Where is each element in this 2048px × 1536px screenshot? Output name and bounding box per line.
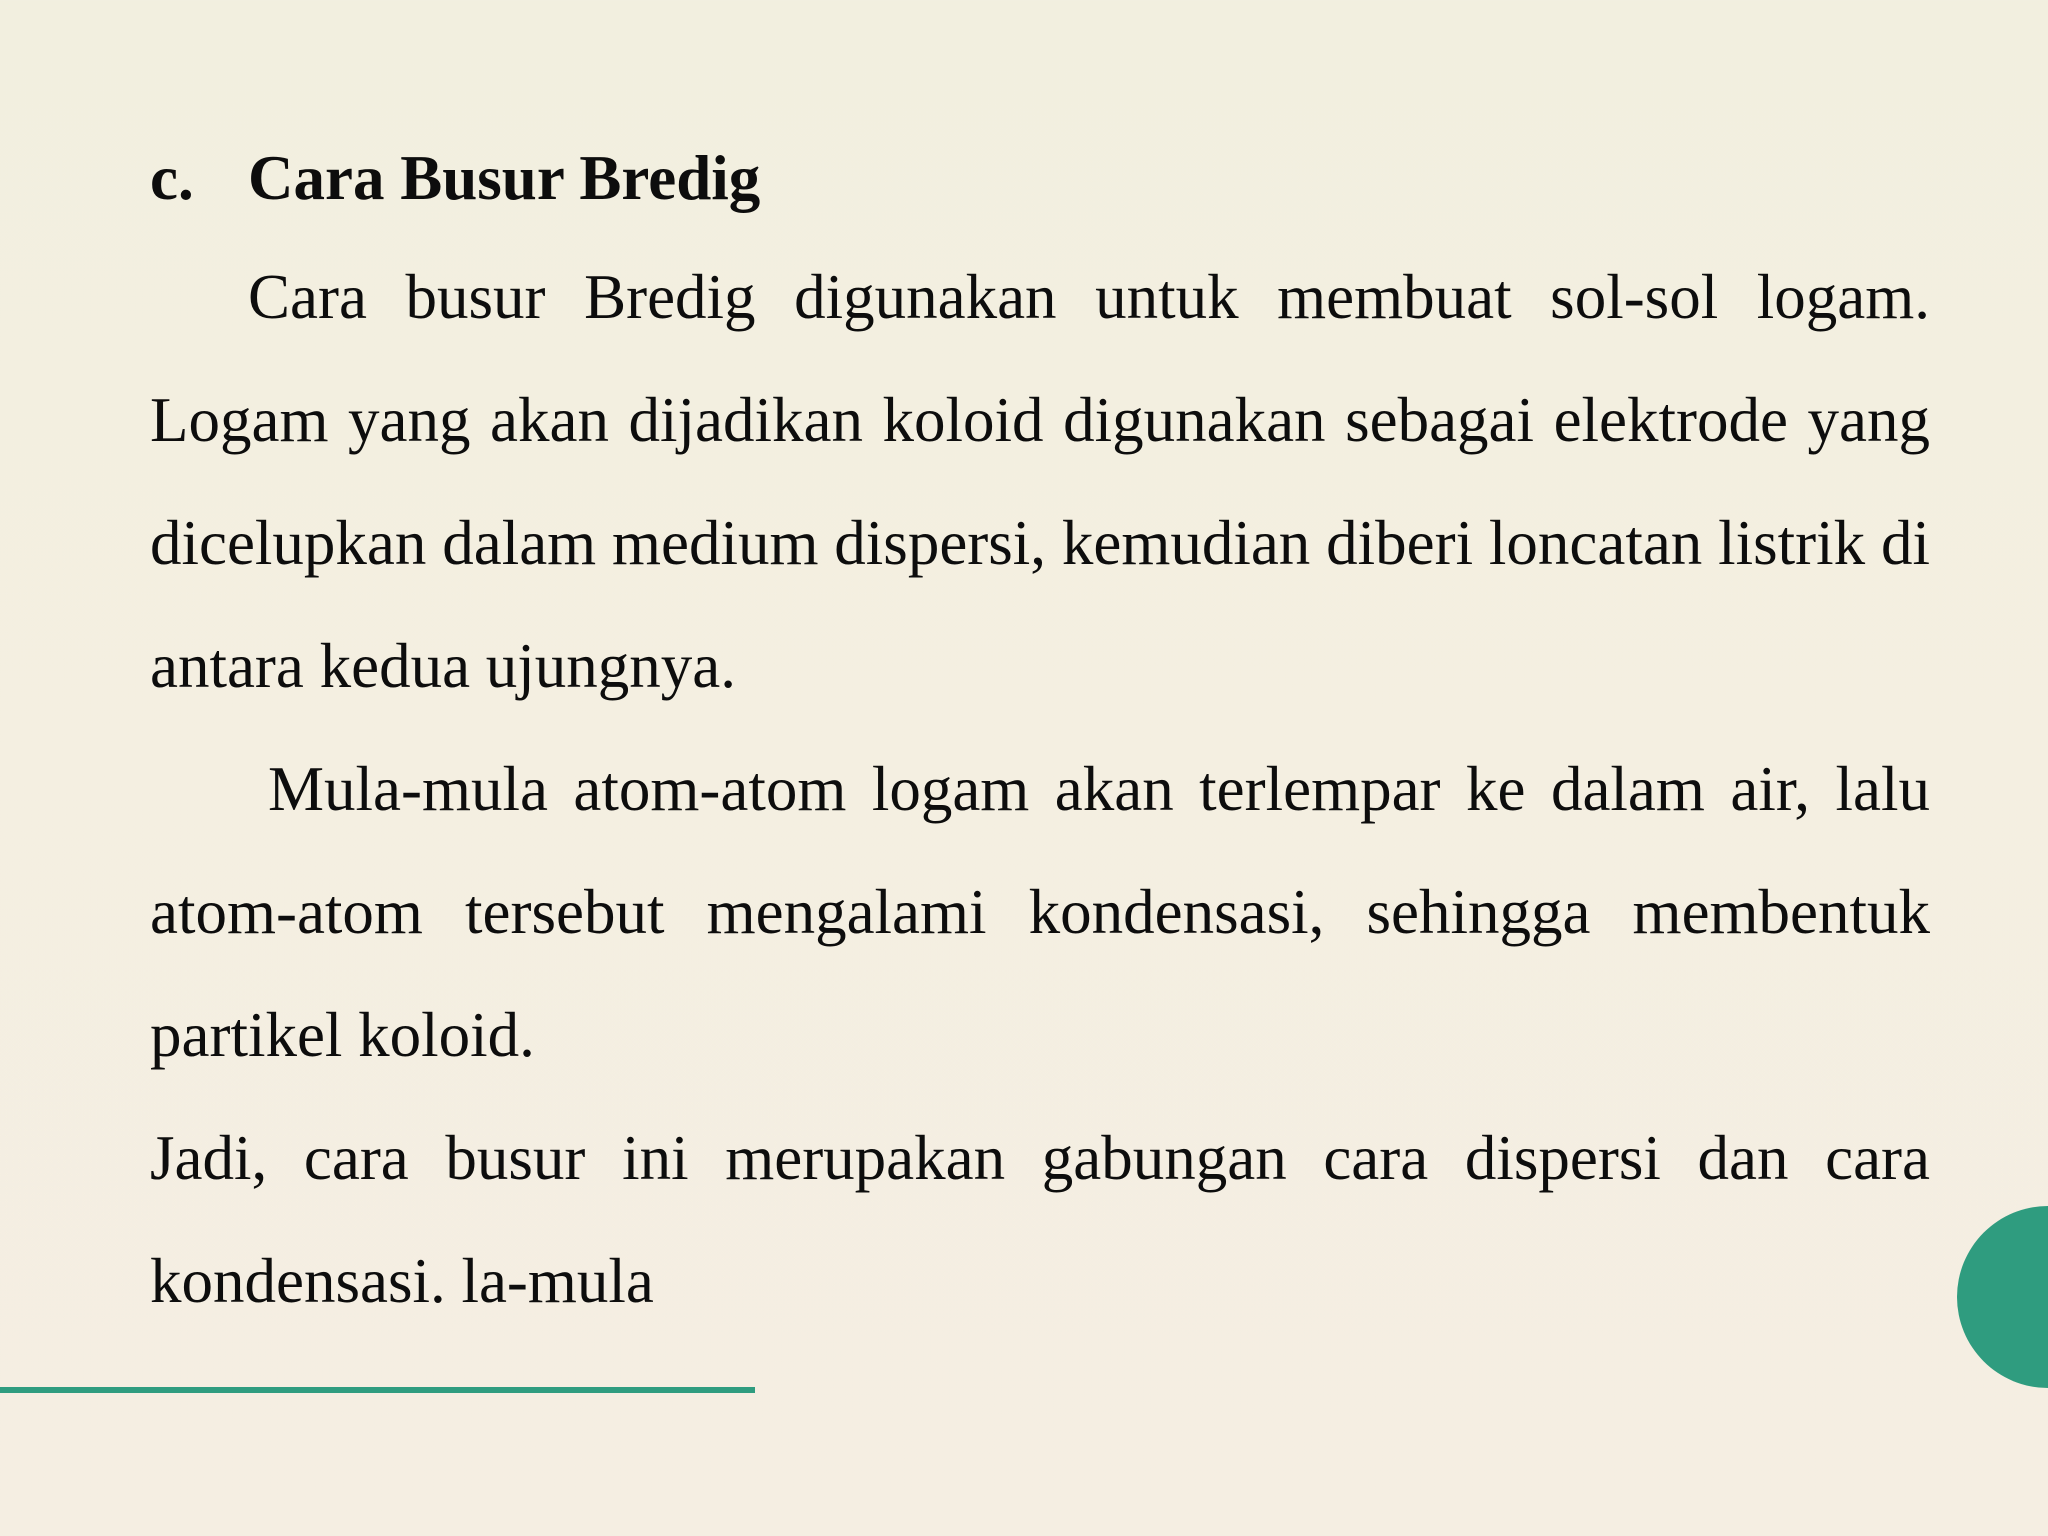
paragraph-2: Mula-mula atom-atom logam akan terlempar ke dalam air, lalu atom-atom tersebut mengalami kondensasi, sehingga membentuk partikel koloid. — [150, 754, 1930, 1070]
heading-list-marker: c. — [150, 143, 194, 213]
paragraph-3: Jadi, cara busur ini merupakan gabungan cara dispersi dan cara kondensasi. la-mula — [150, 1123, 1930, 1316]
decorative-accent-line — [0, 1387, 755, 1393]
slide-heading — [150, 120, 1930, 236]
paragraph-1: Cara busur Bredig digunakan untuk membuat sol-sol logam. Logam yang akan dijadikan koloid digunakan sebagai elektrode yang dicelupkan dalam medium dispersi, kemudian diberi loncatan listrik di antara kedua ujungnya. — [150, 262, 1930, 701]
decorative-accent-circle — [1957, 1206, 2048, 1388]
heading-title: Cara Busur Bredig — [248, 143, 761, 213]
slide-content — [150, 120, 1930, 1343]
